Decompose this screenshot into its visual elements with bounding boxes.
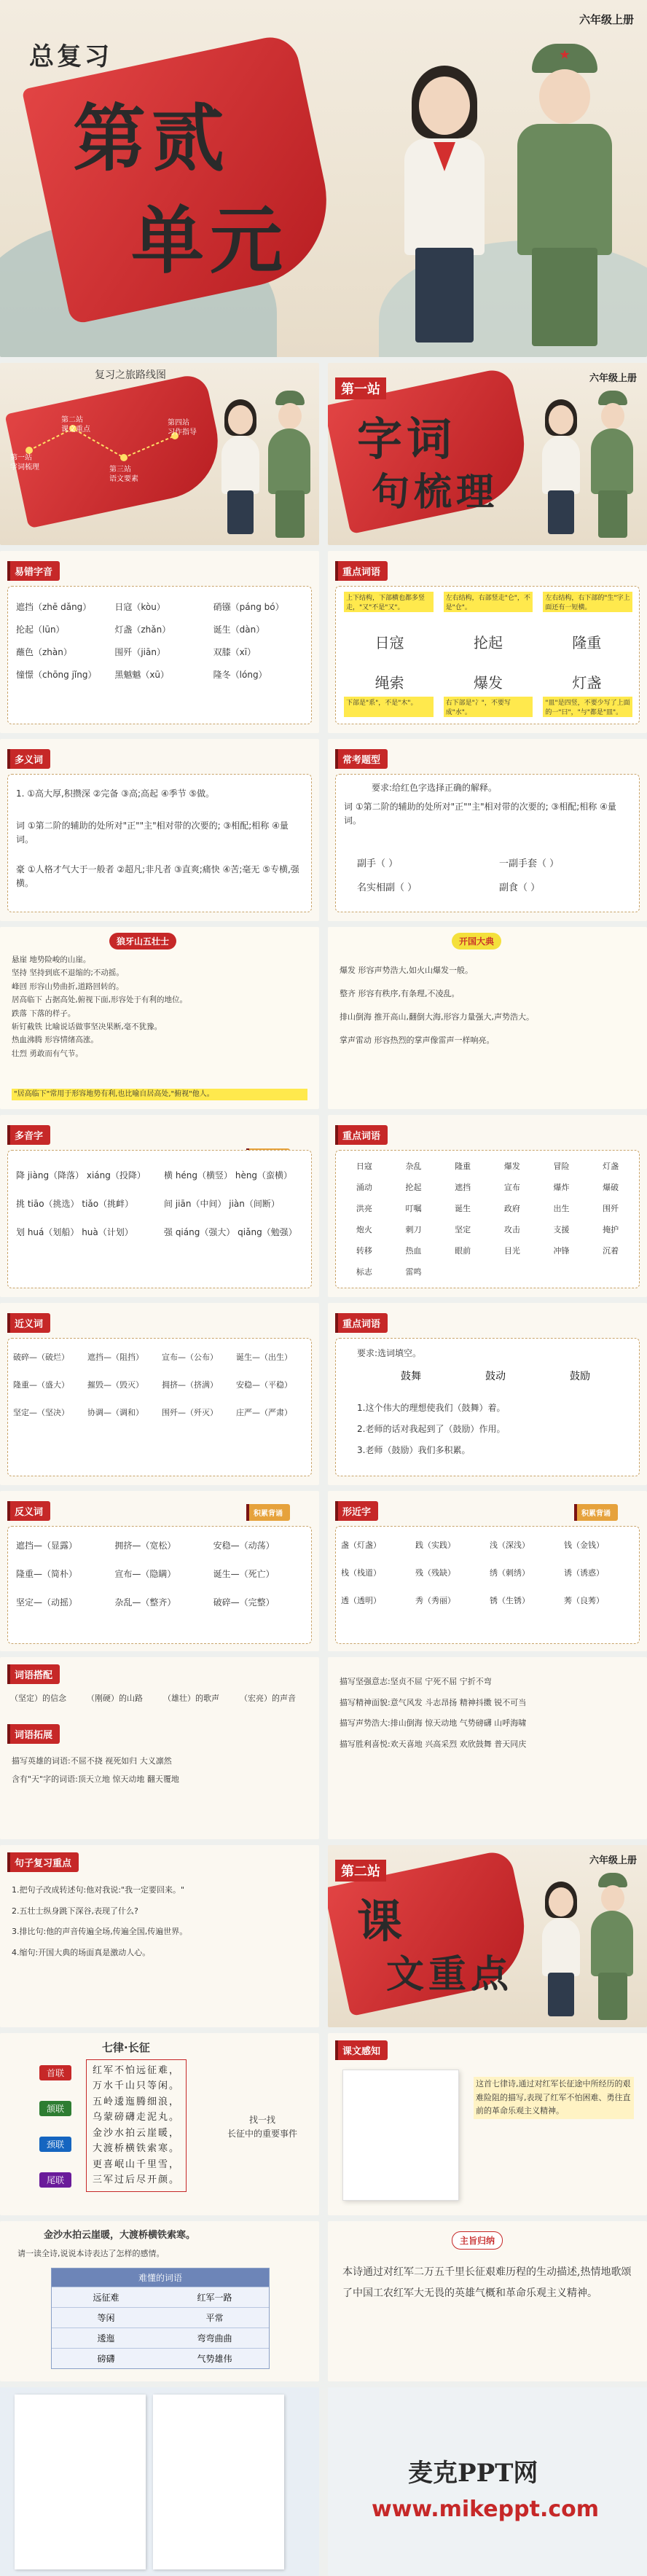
sentence-list (12, 1880, 307, 1963)
exam-option[interactable]: 副手（ ） (357, 858, 399, 869)
sentence: 1.把句子改成转述句:他对我说:"我一定要回来。" (12, 1885, 185, 1895)
keyword: 眼前 (455, 1246, 471, 1256)
expansion-line: 含有"天"字的词语:顶天立地 惊天动地 翻天覆地 (12, 1774, 179, 1785)
choice-word: 鼓励 (570, 1371, 590, 1382)
word-item: 诞生（dàn） (213, 625, 265, 635)
book-slide (0, 2387, 319, 2576)
antonym-item: 破碎—（完整） (213, 1597, 275, 1608)
poem-line: 金沙水拍云崖暖， (93, 2127, 181, 2139)
choice-word: 鼓动 (485, 1371, 506, 1382)
note-text: 上下结构，下部横也都多竖走，"又"不是"又"。 (344, 592, 434, 612)
textbook-page (15, 2395, 146, 2569)
similar-char-item: 残（残缺） (415, 1568, 455, 1578)
keyword: 诞生 (455, 1204, 471, 1213)
word-item: 遮挡（zhē dǎng） (16, 602, 92, 612)
antonym-item: 隆重—（简朴） (16, 1569, 78, 1579)
watermark-slide (328, 2387, 647, 2576)
synonym-item: 遮挡—（阻挡） (87, 1352, 144, 1362)
poem-line: 更喜岷山千里雪， (93, 2158, 181, 2170)
keyword: 遮挡 (455, 1183, 471, 1192)
table-row (52, 2328, 269, 2348)
section-tag: 课文感知 (335, 2040, 388, 2060)
girl-illustration (539, 392, 583, 538)
word-item: 灯盏（zhǎn） (114, 625, 171, 635)
word-item: 双膝（xī） (213, 647, 256, 657)
keyword: 炮火 (356, 1225, 372, 1234)
summary-text: 这首七律诗,通过对红军长征途中所经历的艰难险阻的描写,表现了红军不怕困难、勇往直前的革命乐观主义精神。 (474, 2077, 634, 2119)
antonym-item: 拥挤—（宽松） (114, 1540, 176, 1551)
similar-char-item: 秀（秀丽） (415, 1596, 455, 1605)
station-title: 课 (357, 1895, 403, 1948)
definition-line: 壮烈 勇敢而有气节。 (12, 1049, 83, 1058)
section-tag: 形近字 (335, 1501, 378, 1521)
keyword: 绳索 (375, 674, 404, 692)
section-tag: 重点词语 (335, 1125, 388, 1145)
note-text: 左右结构，右部竖走"仑"，不是"仓"。 (444, 592, 533, 612)
synonym-item: 围歼—（歼灭） (162, 1408, 218, 1417)
roadmap-title: 复习之旅路线图 (95, 369, 166, 381)
changzheng-slide (0, 2033, 319, 2215)
exam-instruction: 要求:给红色字选择正确的解释。 (372, 783, 498, 793)
section-tag: 近义词 (7, 1313, 50, 1333)
keyword: 坚定 (455, 1225, 471, 1234)
duoyin-item: 间 jiān（中间） jiàn（间断） (164, 1199, 280, 1209)
langya-slide (0, 927, 319, 1109)
summary-text: 本诗通过对红军二万五千里长征艰难历程的生动描述,热情地歌颂了中国工农红军大无畏的英雄气概和革命乐观主义精神。 (342, 2266, 632, 2300)
keyword: 洪亮 (356, 1204, 372, 1213)
word-item: 日寇（kòu） (114, 602, 165, 612)
table-cell: 红军一路 (197, 2293, 232, 2303)
synonym-item: 拥挤—（挤满） (162, 1380, 218, 1390)
keyword: 攻击 (503, 1225, 520, 1234)
antonym-grid (16, 1539, 305, 1608)
antonym-item: 安稳—（动荡） (213, 1540, 275, 1551)
textbook-thumb (342, 2070, 459, 2201)
dapei-slide (0, 1657, 319, 1839)
sentence-list (357, 1398, 627, 1460)
poem-label: 尾联 (39, 2172, 71, 2188)
girl-illustration (539, 1874, 583, 2020)
exam-options (357, 856, 627, 893)
sentence: 3.排比句:他的声音传遍全场,传遍全国,传遍世界。 (12, 1927, 188, 1937)
note-grid (344, 592, 632, 612)
cover-title-line2: 单元 (131, 197, 289, 283)
keyword: 冲锋 (553, 1246, 570, 1256)
keyword: 政府 (503, 1204, 520, 1213)
expansion-list (12, 1752, 307, 1789)
badge: 积累背诵 (246, 1504, 290, 1521)
keyword-grid (344, 631, 632, 692)
keyword: 出生 (553, 1204, 570, 1213)
jinyi-slide (0, 1303, 319, 1485)
duoyin-item: 挑 tiāo（挑选） tiǎo（挑衅） (16, 1199, 134, 1209)
antonym-item: 宣布—（隐瞒） (114, 1569, 176, 1579)
definition-line: 掌声雷动 形容热烈的掌声像雷声一样响亮。 (340, 1035, 495, 1045)
idiom-line: 描写胜利喜悦:欢天喜地 兴高采烈 欢欣鼓舞 普天同庆 (340, 1739, 527, 1749)
synonym-item: 宣布—（公布） (162, 1352, 218, 1362)
synonym-item: 坚定—（坚决） (13, 1408, 69, 1417)
grade-label: 六年级上册 (589, 1855, 637, 1866)
lesson-title: 开国大典 (452, 933, 501, 950)
keyword: 冒险 (553, 1162, 570, 1171)
definition-list (12, 953, 307, 1060)
juzi-slide (0, 1845, 319, 2027)
xingjin-slide (328, 1491, 647, 1651)
poem-label: 首联 (39, 2065, 71, 2080)
keyword: 沉着 (603, 1246, 619, 1256)
definition-line: 居高临下 占据高处,俯视下面,形容处于有利的地位。 (12, 995, 188, 1005)
keyword: 灯盏 (603, 1162, 619, 1171)
keyword: 爆破 (603, 1183, 619, 1192)
poem-line: 万水千山只等闲。 (93, 2080, 181, 2092)
badge: 积累背诵 (574, 1504, 618, 1521)
word-item: 围歼（jiān） (114, 647, 165, 657)
note-text: 下部是"系"，不是"木"。 (344, 697, 434, 717)
roadmap-stop[interactable]: 第四站 习作指导 (168, 419, 197, 436)
polyphone-slide (0, 739, 319, 921)
word-item: 蘸色（zhàn） (16, 647, 72, 657)
poem-line: 乌蒙磅礴走泥丸。 (93, 2112, 181, 2123)
keyword: 目光 (503, 1246, 520, 1256)
girl-illustration (393, 51, 495, 350)
keyword: 支援 (553, 1225, 570, 1234)
station-label: 第二站 (335, 1860, 386, 1882)
roadmap-slide (0, 363, 319, 545)
keyword: 热血 (405, 1246, 422, 1256)
table-row (52, 2348, 269, 2368)
similar-char-item: 盏（灯盏） (341, 1540, 381, 1550)
kaiguo-slide (328, 927, 647, 1109)
similar-char-item: 钱（金钱） (564, 1540, 604, 1550)
poem-title: 七律·长征 (102, 2041, 150, 2054)
keyword: 日寇 (356, 1162, 372, 1171)
word-item: 憧憬（chōng jǐng） (16, 670, 97, 680)
keyword: 围歼 (603, 1204, 619, 1213)
idiom-line: 描写声势浩大:排山倒海 惊天动地 气势磅礴 山呼海啸 (340, 1718, 527, 1729)
words-slide (0, 551, 319, 733)
synonym-item: 协调—（调和） (87, 1408, 144, 1417)
definition-line: 热血沸腾 形容情绪高涨。 (12, 1036, 98, 1045)
keyword: 灯盏 (572, 674, 602, 692)
keyword: 爆发 (503, 1162, 520, 1171)
watermark-name: 麦克PPT网 (408, 2459, 538, 2488)
duoyin-item: 划 huá（划船） huà（计划） (16, 1227, 133, 1237)
table-cell: 远征难 (93, 2293, 119, 2303)
choice-row (401, 1369, 590, 1383)
soldier-illustration (587, 385, 638, 541)
duoyin-slide (0, 1115, 319, 1297)
section-tag: 多义词 (7, 749, 50, 769)
idiom-line: 描写坚强意志:坚贞不屈 宁死不屈 宁折不弯 (340, 1677, 492, 1686)
keyword: 隆重 (455, 1162, 471, 1171)
station1-slide (328, 363, 647, 545)
poem-labels (39, 2065, 71, 2188)
similar-char-item: 践（实践） (415, 1540, 455, 1550)
meaning-line: 1. ①高大厚,积攒深 ②完备 ③高;高起 ④季节 ⑤做。 (16, 788, 215, 799)
definition-line: 悬崖 地势险峻的山崖。 (12, 955, 91, 964)
station-title: 字词 (357, 412, 457, 466)
section-tag: 常考题型 (335, 749, 388, 769)
section-tag: 句子复习重点 (7, 1852, 79, 1872)
synonym-grid (13, 1351, 306, 1418)
soldier-illustration (587, 1867, 638, 2024)
antonym-item: 杂乱—（整齐） (114, 1597, 176, 1608)
word-item: 硝镪（páng bó） (213, 602, 284, 612)
collocation-grid (10, 1692, 309, 1704)
duoyin-item: 降 jiàng（降落） xiáng（投降） (16, 1170, 146, 1181)
poem-label: 颔联 (39, 2101, 71, 2116)
sentence: 4.缩句:开国大典的场面真是激动人心。 (12, 1947, 151, 1957)
poem-line: 五岭逶迤腾细浪， (93, 2096, 181, 2107)
keyword: 宣布 (503, 1183, 520, 1192)
keyword: 隆重 (572, 634, 602, 651)
note-text: "皿"是四竖，不要少写了上面的一"曰"，"与"都是"皿"。 (543, 697, 632, 717)
collocation: （刚硬）的山路 (87, 1694, 143, 1703)
keyword: 标志 (356, 1267, 372, 1277)
poem-line: 红军不怕远征难， (93, 2065, 181, 2076)
keyword: 日寇 (375, 634, 404, 651)
section-tag: 重点词语 (335, 561, 388, 581)
exam-option[interactable]: 名实相副（ ） (357, 882, 417, 893)
collocation: （雄壮）的歌声 (163, 1694, 219, 1703)
sub-instruction: 请一读全诗,说说本诗表达了怎样的感情。 (17, 2249, 165, 2258)
headline: 金沙水拍云崖暖，大渡桥横铁索寒。 (44, 2230, 196, 2241)
word-item: 抡起（lūn） (16, 625, 65, 635)
definition-line: 爆发 形容声势浩大,如火山爆发一般。 (340, 966, 473, 975)
keyword: 掩护 (603, 1225, 619, 1234)
station-label: 第一站 (335, 377, 386, 399)
poem-label: 颈联 (39, 2137, 71, 2152)
antonym-item: 遮挡—（显露） (16, 1540, 78, 1551)
keyword: 爆炸 (553, 1183, 570, 1192)
sentence: 2.老师的话对我起到了（鼓励）作用。 (357, 1423, 506, 1434)
table-cell: 磅礴 (97, 2354, 115, 2364)
word-item: 隆冬（lóng） (213, 670, 267, 680)
keyword: 抡起 (405, 1183, 422, 1192)
definition-line: 坚持 坚持到底不退缩的;不动摇。 (12, 968, 124, 978)
word-item: 黑魆魆（xū） (114, 670, 170, 680)
lesson-title: 狼牙山五壮士 (109, 933, 176, 950)
roadmap-stop[interactable]: 第一站 字词梳理 (10, 454, 39, 471)
lesson-title: 主旨归纳 (452, 2231, 503, 2250)
keyword: 爆发 (473, 674, 503, 692)
note-text: 左右结构，右下部的"生"字上面还有一短横。 (543, 592, 632, 612)
note-line: "居高临下"常用于形容地势有利,也比喻自居高处,"俯视"他人。 (12, 1089, 307, 1100)
station-title: 文重点 (386, 1952, 514, 1997)
synonym-item: 庄严—（严肃） (236, 1408, 292, 1417)
table-body (52, 2287, 269, 2368)
similar-char-grid (341, 1539, 634, 1606)
keyword: 刺刀 (405, 1225, 422, 1234)
keyword: 叮嘱 (405, 1204, 422, 1213)
collocation: （坚定）的信念 (10, 1694, 66, 1703)
keyword: 雷鸣 (405, 1267, 422, 1277)
cover-subtitle: 总复习 (29, 42, 112, 71)
similar-char-item: 锈（生锈） (490, 1596, 530, 1605)
roadmap-stop[interactable]: 第二站 课文重点 (61, 416, 90, 434)
table-row (52, 2287, 269, 2307)
synonym-item: 诞生—（出生） (236, 1352, 292, 1362)
sentence: 1.这个伟大的理想使我们（鼓舞）着。 (357, 1403, 506, 1413)
similar-char-item: 诱（诱惑） (564, 1568, 604, 1578)
instruction: 要求:选词填空。 (357, 1348, 422, 1358)
section-tag: 重点词语 (335, 1313, 388, 1333)
meaning-line: 豪 ①人格才气大于一般者 ②超凡;非凡者 ③直爽;痛快 ④苦;毫无 ⑤专横,强横。 (16, 864, 299, 889)
soldier-illustration (264, 385, 315, 541)
exam-meaning: 词 ①第二阶的辅助的处所对"正""主"相对带的次要的; ③相配;相称 ④量词。 (344, 802, 616, 826)
cover-title-line1: 第贰 (73, 95, 230, 181)
table-title: 难懂的词语 (52, 2268, 269, 2287)
keyword: 转移 (356, 1246, 372, 1256)
table-cell: 逶迤 (97, 2333, 115, 2344)
keyword: 杂乱 (405, 1162, 422, 1171)
definition-line: 斩钉截铁 比喻说话做事坚决果断,毫不犹豫。 (12, 1022, 162, 1031)
roadmap-stop[interactable]: 第三站 语文要素 (109, 466, 138, 483)
word-grid (16, 600, 305, 681)
watermark-url[interactable]: www.mikeppt.com (372, 2497, 599, 2522)
keywords2-slide (328, 1115, 647, 1297)
poem-line: 大渡桥横铁索寒。 (93, 2143, 181, 2155)
soldier-illustration (503, 29, 627, 350)
cover-slide (0, 0, 647, 357)
antonym-item: 诞生—（死亡） (213, 1569, 275, 1579)
duoyin-item: 强 qiáng（强大） qiǎng（勉强） (164, 1227, 297, 1237)
poem-side-note: 找一找 长征中的重要事件 (227, 2115, 297, 2140)
synonym-item: 摧毁—（毁灭） (87, 1380, 144, 1390)
definition-line: 排山倒海 推开高山,翻倒大海,形容力量强大,声势浩大。 (340, 1011, 534, 1022)
exam-slide (328, 739, 647, 921)
note-grid (344, 697, 632, 717)
synonym-item: 隆重—（盛大） (13, 1380, 69, 1390)
kewen-slide (328, 2033, 647, 2215)
table-cell: 弯弯曲曲 (197, 2333, 232, 2344)
poem-body (86, 2059, 187, 2192)
grade-label: 六年级上册 (579, 13, 634, 26)
table-cell: 气势雄伟 (197, 2354, 232, 2364)
jinsha-slide (0, 2221, 319, 2381)
grade-label: 六年级上册 (589, 373, 637, 384)
duoyin-item: 横 héng（横竖） hèng（蛮横） (164, 1170, 293, 1181)
zhuzhi-slide (328, 2221, 647, 2381)
ciyu-slide (328, 1303, 647, 1485)
table-cell: 等闲 (97, 2313, 115, 2323)
similar-char-item: 莠（良莠） (564, 1596, 604, 1605)
girl-illustration (219, 392, 262, 538)
keyword: 抡起 (473, 634, 503, 651)
synonym-item: 破碎—（破烂） (13, 1352, 69, 1362)
keyword: 涌动 (356, 1183, 372, 1192)
fanyi-slide (0, 1491, 319, 1651)
duoyin-grid (16, 1169, 305, 1238)
station2-slide (328, 1845, 647, 2027)
keywords-slide (328, 551, 647, 733)
word-table (51, 2268, 270, 2369)
choice-word: 鼓舞 (401, 1371, 421, 1382)
keyword-grid (341, 1160, 634, 1277)
note-text: 右下部是"冫"，不要写成"水"。 (444, 697, 533, 717)
station-title: 句梳理 (372, 470, 499, 514)
table-row (52, 2307, 269, 2328)
exam-option[interactable]: 副食（ ） (499, 882, 541, 893)
similar-char-item: 栈（栈道） (341, 1568, 381, 1578)
section-tag: 易错字音 (7, 561, 60, 581)
similar-char-item: 绣（刺绣） (490, 1568, 530, 1578)
definition-line: 跌落 下落的样子。 (12, 1009, 76, 1018)
similar-char-item: 浅（深浅） (490, 1540, 530, 1550)
collocation: （宏亮）的声音 (240, 1694, 296, 1703)
definition-line: 整齐 形容有秩序,有条理,不凌乱。 (340, 988, 460, 998)
section-tag: 词语拓展 (7, 1724, 60, 1744)
sentence: 3.老师（鼓励）我们多积累。 (357, 1444, 471, 1455)
section-tag: 反义词 (7, 1501, 50, 1521)
antonym-item: 坚定—（动摇） (16, 1597, 78, 1608)
section-tag: 词语搭配 (7, 1664, 60, 1684)
meaning-line: 词 ①第二阶的辅助的处所对"正""主"相对带的次要的; ③相配;相称 ④量词。 (16, 821, 289, 845)
definition-line: 峰回 形容山势曲折,道路回转的。 (12, 982, 124, 991)
idiom-list (340, 1672, 635, 1755)
synonym-item: 安稳—（平稳） (236, 1380, 292, 1390)
exam-option[interactable]: 一副手套（ ） (499, 858, 560, 869)
idiom-line: 描写精神面貌:意气风发 斗志昂扬 精神抖擞 锐不可当 (340, 1697, 527, 1707)
poem-line: 三军过后尽开颜。 (93, 2174, 181, 2186)
section-tag: 多音字 (7, 1125, 50, 1145)
definition-list (340, 959, 635, 1052)
expansion-line: 描写英雄的词语:不屈不挠 视死如归 大义凛然 (12, 1756, 172, 1766)
sentence: 2.五壮士纵身跳下深谷,表现了什么? (12, 1906, 138, 1916)
table-cell: 平常 (205, 2313, 224, 2323)
similar-char-item: 透（透明） (341, 1596, 381, 1605)
chengyu-slide (328, 1657, 647, 1839)
textbook-page (153, 2395, 284, 2569)
